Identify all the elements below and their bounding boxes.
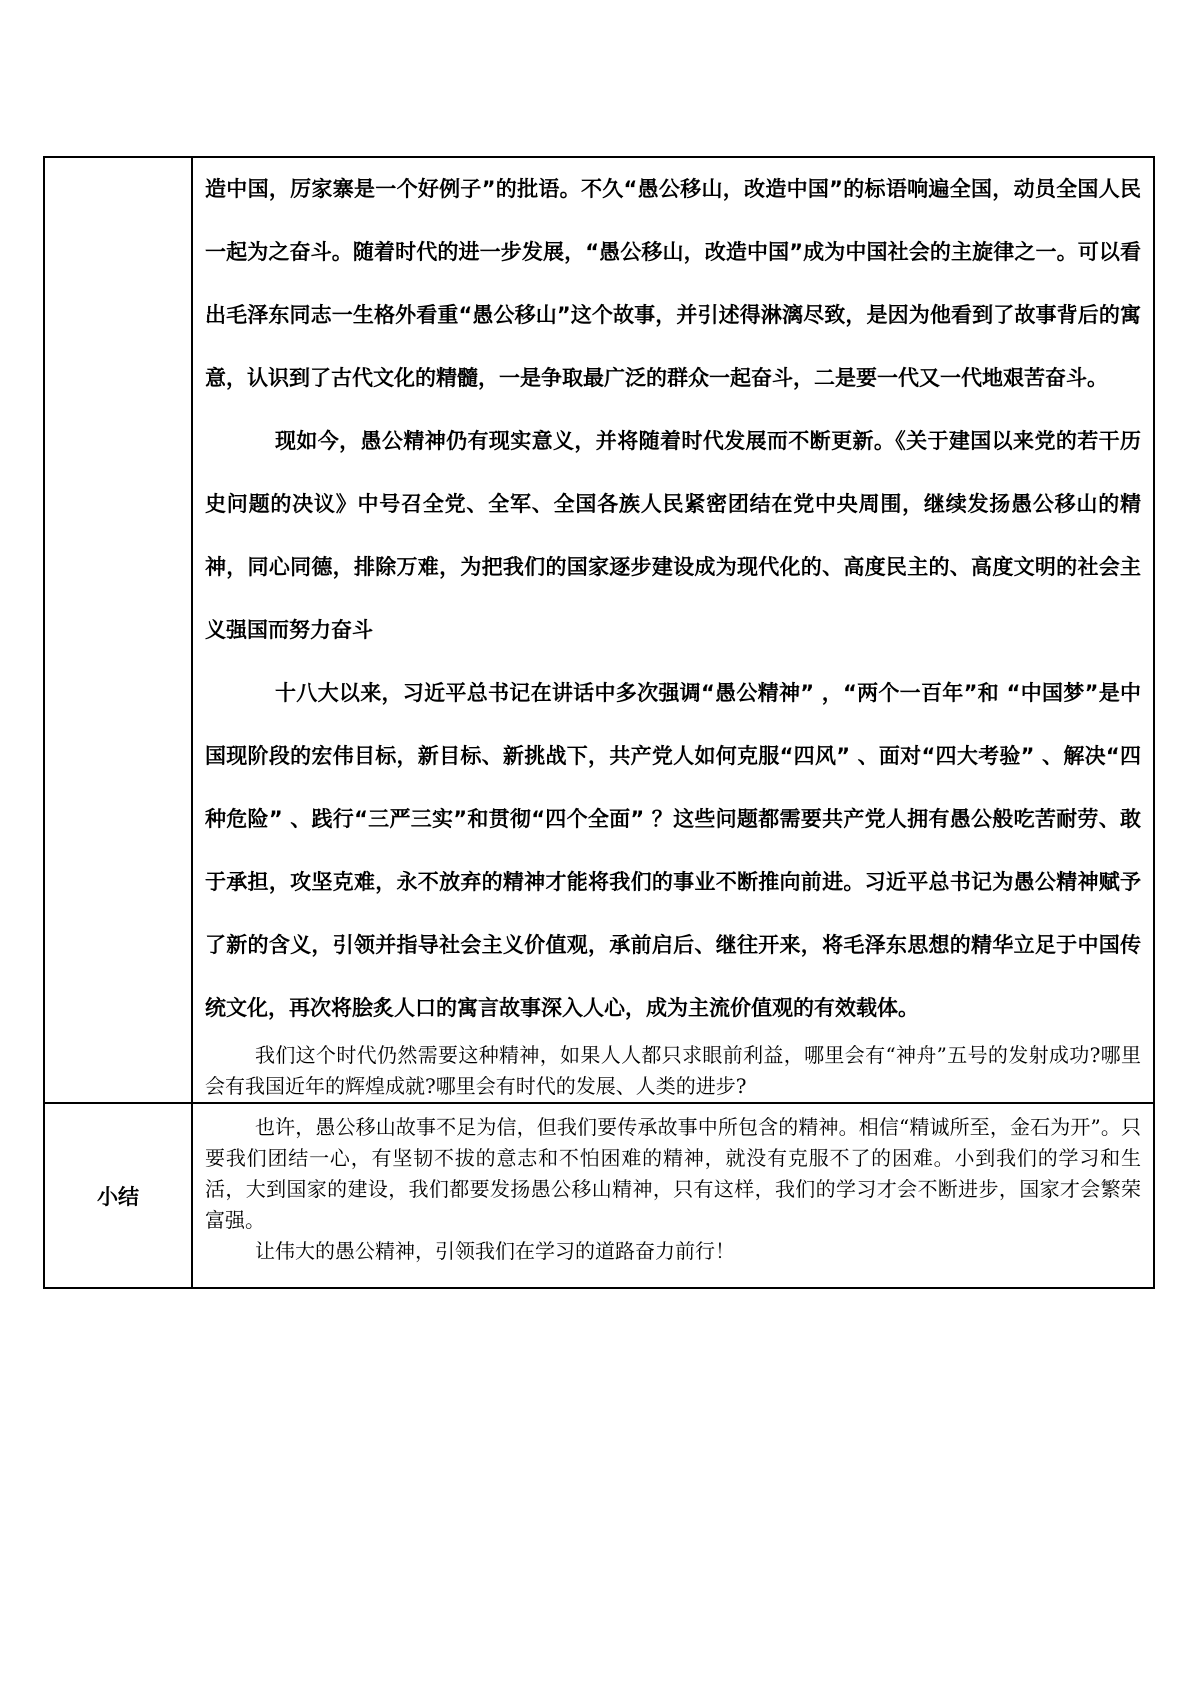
summary-label: 小结 — [44, 1103, 192, 1288]
body-label-cell — [44, 157, 192, 1103]
summary-content-cell — [192, 1103, 1154, 1288]
body-row — [44, 157, 1154, 1103]
body-content-cell — [192, 157, 1154, 1103]
body-paragraph-2: 现如今，愚公精神仍有现实意义，并将随着时代发展而不断更新。《关于建国以来党的若干历史问题的决议》中号召全党、全军、全国各族人民紧密团结在党中央周围，继续发扬愚公移山的精神，同心同德，排除万难，为把我们的国家逐步建设成为现代化的、高度民主的、高度文明的社会主义强国而努力奋斗 — [205, 429, 1141, 642]
summary-paragraph-1: 也许，愚公移山故事不足为信，但我们要传承故事中所包含的精神。相信“精诚所至，金石为开”。只要我们团结一心，有坚韧不拔的意志和不怕困难的精神，就没有克服不了的困难。小到我们的学习和生活，大到国家的建设，我们都要发扬愚公移山精神，只有这样，我们的学习才会不断进步，国家才会繁荣富强。 — [205, 1115, 1141, 1232]
lesson-table — [43, 156, 1155, 1289]
body-paragraph-3: 十八大以来，习近平总书记在讲话中多次强调“愚公精神” ，“两个一百年”和 “中国梦”是中国现阶段的宏伟目标，新目标、新挑战下，共产党人如何克服“四风” 、面对“四大考验” 、解决“四种危险” 、践行“三严三实”和贯彻“四个全面” ？这些问题都需要共产党人拥有愚公般吃苦耐劳、敢于承担，攻坚克难，永不放弃的精神才能将我们的事业不断推向前进。习近平总书记为愚公精神赋予了新的含义，引领并指导社会主义价值观，承前启后、继往开来，将毛泽东思想的精华立足于中国传统文化，再次将脍炙人口的寓言故事深入人心，成为主流价值观的有效载体。 — [205, 681, 1141, 1020]
body-paragraph-4: 我们这个时代仍然需要这种精神，如果人人都只求眼前利益，哪里会有“神舟”五号的发射成功?哪里会有我国近年的辉煌成就?哪里会有时代的发展、人类的进步? — [205, 1043, 1141, 1098]
summary-row — [44, 1103, 1154, 1288]
summary-paragraph-2: 让伟大的愚公精神，引领我们在学习的道路奋力前行！ — [255, 1239, 735, 1263]
body-paragraph-1: 造中国，厉家寨是一个好例子”的批语。不久“愚公移山，改造中国”的标语响遍全国，动员全国人民一起为之奋斗。随着时代的进一步发展，“愚公移山，改造中国”成为中国社会的主旋律之一。可以看出毛泽东同志一生格外看重“愚公移山”这个故事，并引述得淋漓尽致，是因为他看到了故事背后的寓意，认识到了古代文化的精髓，一是争取最广泛的群众一起奋斗，二是要一代又一代地艰苦奋斗。 — [205, 177, 1141, 390]
